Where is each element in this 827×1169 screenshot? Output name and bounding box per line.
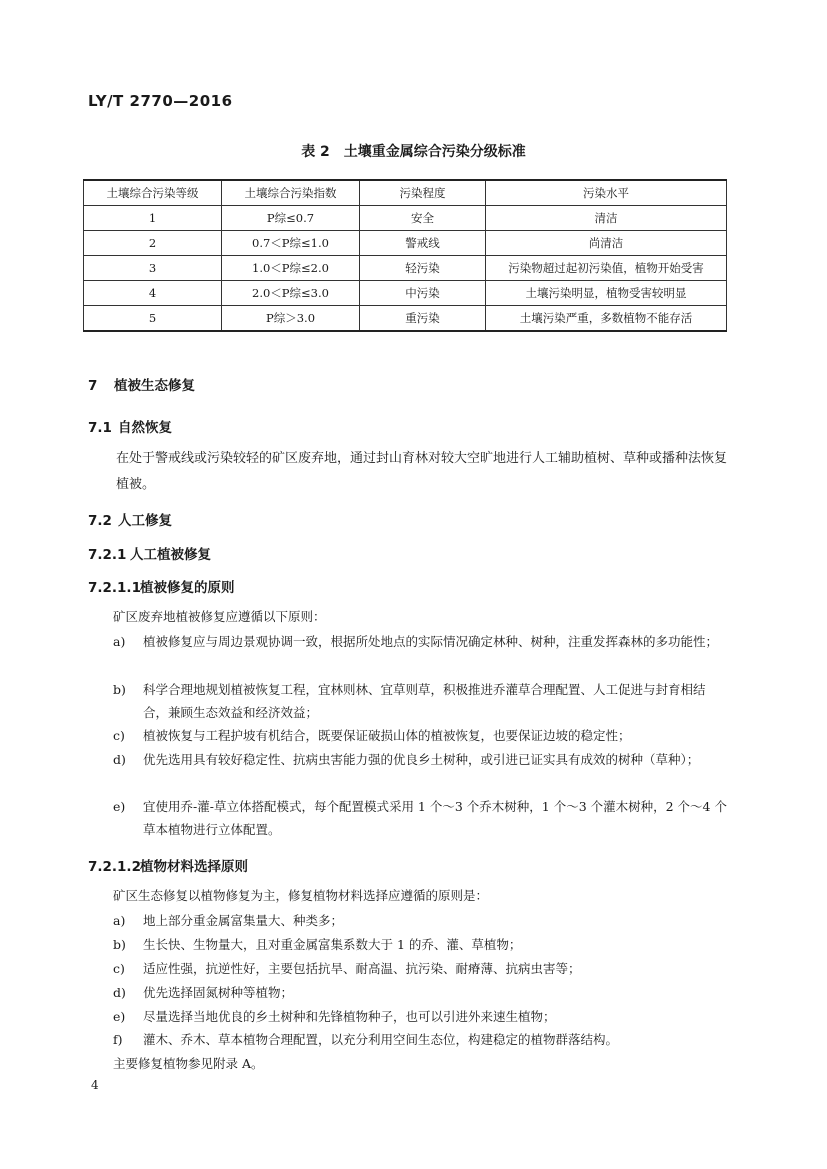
table-title: 表 2 土壤重金属综合污染分级标准 bbox=[301, 144, 526, 160]
section-7-2-1-2-lead: 矿区生态修复以植物修复为主，修复植物材料选择应遵循的原则是： bbox=[113, 888, 489, 903]
cell-degree: 重污染 bbox=[360, 306, 486, 332]
section-title: 植被修复的原则 bbox=[140, 580, 235, 596]
pollution-grade-table bbox=[83, 179, 727, 332]
cell-level: 清洁 bbox=[486, 206, 727, 231]
cell-index: 1.0＜P综≤2.0 bbox=[222, 256, 360, 281]
section-title: 人工植被修复 bbox=[130, 547, 211, 563]
table-row bbox=[84, 206, 727, 231]
list-item: d) 优先选择固氮树种等植物； bbox=[113, 985, 294, 1000]
list-item: b) 生长快、生物量大，且对重金属富集系数大于 1 的乔、灌、草植物； bbox=[113, 937, 522, 952]
section-7-2-1-heading bbox=[88, 543, 211, 563]
section-number: 7.1 bbox=[88, 420, 112, 436]
section-7-2-1-2-heading bbox=[88, 855, 248, 875]
col-header-level: 污染水平 bbox=[486, 180, 727, 206]
cell-level: 土壤污染明显，植物受害较明显 bbox=[486, 281, 727, 306]
section-number: 7.2.1 bbox=[88, 547, 127, 563]
col-header-grade: 土壤综合污染等级 bbox=[84, 180, 222, 206]
cell-level: 土壤污染严重，多数植物不能存活 bbox=[486, 306, 727, 332]
section-title: 植物材料选择原则 bbox=[140, 859, 248, 875]
section-7-2-1-1-heading bbox=[88, 576, 235, 596]
page-number: 4 bbox=[91, 1078, 99, 1092]
section-number: 7 bbox=[88, 378, 98, 394]
list-item: a) 植被修复应与周边景观协调一致，根据所处地点的实际情况确定林种、树种，注重发挥森林的多功能性； bbox=[113, 634, 719, 649]
appendix-reference: 主要修复植物参见附录 A。 bbox=[113, 1056, 264, 1071]
section-number: 7.2 bbox=[88, 513, 112, 529]
cell-grade: 3 bbox=[84, 256, 222, 281]
list-item: e) 宜使用乔-灌-草立体搭配模式，每个配置模式采用 1 个～3 个乔木树种，1 个～3 个灌木树种，2 个～4 个草本植物进行立体配置。 bbox=[113, 799, 727, 837]
table-row bbox=[84, 231, 727, 256]
list-item: e) 尽量选择当地优良的乡土树种和先锋植物种子，也可以引进外来速生植物； bbox=[113, 1009, 556, 1024]
cell-grade: 1 bbox=[84, 206, 222, 231]
cell-grade: 4 bbox=[84, 281, 222, 306]
section-7-2-heading bbox=[88, 509, 172, 529]
section-title: 人工修复 bbox=[118, 513, 172, 529]
col-header-index: 土壤综合污染指数 bbox=[222, 180, 360, 206]
section-number: 7.2.1.1 bbox=[88, 580, 141, 596]
cell-index: P综＞3.0 bbox=[222, 306, 360, 332]
section-title: 植被生态修复 bbox=[114, 378, 195, 394]
col-header-degree: 污染程度 bbox=[360, 180, 486, 206]
table-row bbox=[84, 306, 727, 332]
list-item: f) 灌木、乔木、草本植物合理配置，以充分利用空间生态位，构建稳定的植物群落结构。 bbox=[113, 1032, 619, 1047]
list-item: d) 优先选用具有较好稳定性、抗病虫害能力强的优良乡土树种，或引进已证实具有成效的树种（草种）； bbox=[113, 752, 700, 767]
cell-grade: 2 bbox=[84, 231, 222, 256]
section-title: 自然恢复 bbox=[118, 420, 172, 436]
section-7-2-1-1-lead: 矿区废弃地植被修复应遵循以下原则： bbox=[113, 609, 326, 624]
cell-index: P综≤0.7 bbox=[222, 206, 360, 231]
table-row bbox=[84, 256, 727, 281]
list-item: a) 地上部分重金属富集量大、种类多； bbox=[113, 913, 344, 928]
cell-degree: 中污染 bbox=[360, 281, 486, 306]
cell-degree: 警戒线 bbox=[360, 231, 486, 256]
section-7-1-heading bbox=[88, 416, 172, 436]
standard-code: LY/T 2770—2016 bbox=[88, 92, 233, 110]
list-item: b) 科学合理地规划植被恢复工程，宜林则林、宜草则草，积极推进乔灌草合理配置、人工促进与封育相结合，兼顾生态效益和经济效益； bbox=[113, 682, 706, 720]
cell-degree: 安全 bbox=[360, 206, 486, 231]
cell-level: 尚清洁 bbox=[486, 231, 727, 256]
cell-index: 2.0＜P综≤3.0 bbox=[222, 281, 360, 306]
cell-index: 0.7＜P综≤1.0 bbox=[222, 231, 360, 256]
table-header-row bbox=[84, 180, 727, 206]
cell-level: 污染物超过起初污染值，植物开始受害 bbox=[486, 256, 727, 281]
section-7-heading bbox=[88, 374, 195, 394]
table-row bbox=[84, 281, 727, 306]
list-item: c) 适应性强，抗逆性好，主要包括抗旱、耐高温、抗污染、耐瘠薄、抗病虫害等； bbox=[113, 961, 581, 976]
cell-grade: 5 bbox=[84, 306, 222, 332]
list-item: c) 植被恢复与工程护坡有机结合，既要保证破损山体的植被恢复，也要保证边坡的稳定性； bbox=[113, 728, 631, 743]
cell-degree: 轻污染 bbox=[360, 256, 486, 281]
section-number: 7.2.1.2 bbox=[88, 859, 141, 875]
section-7-1-paragraph: 在处于警戒线或污染较轻的矿区废弃地，通过封山育林对较大空旷地进行人工辅助植树、草种或播种法恢复植被。 bbox=[116, 451, 728, 492]
